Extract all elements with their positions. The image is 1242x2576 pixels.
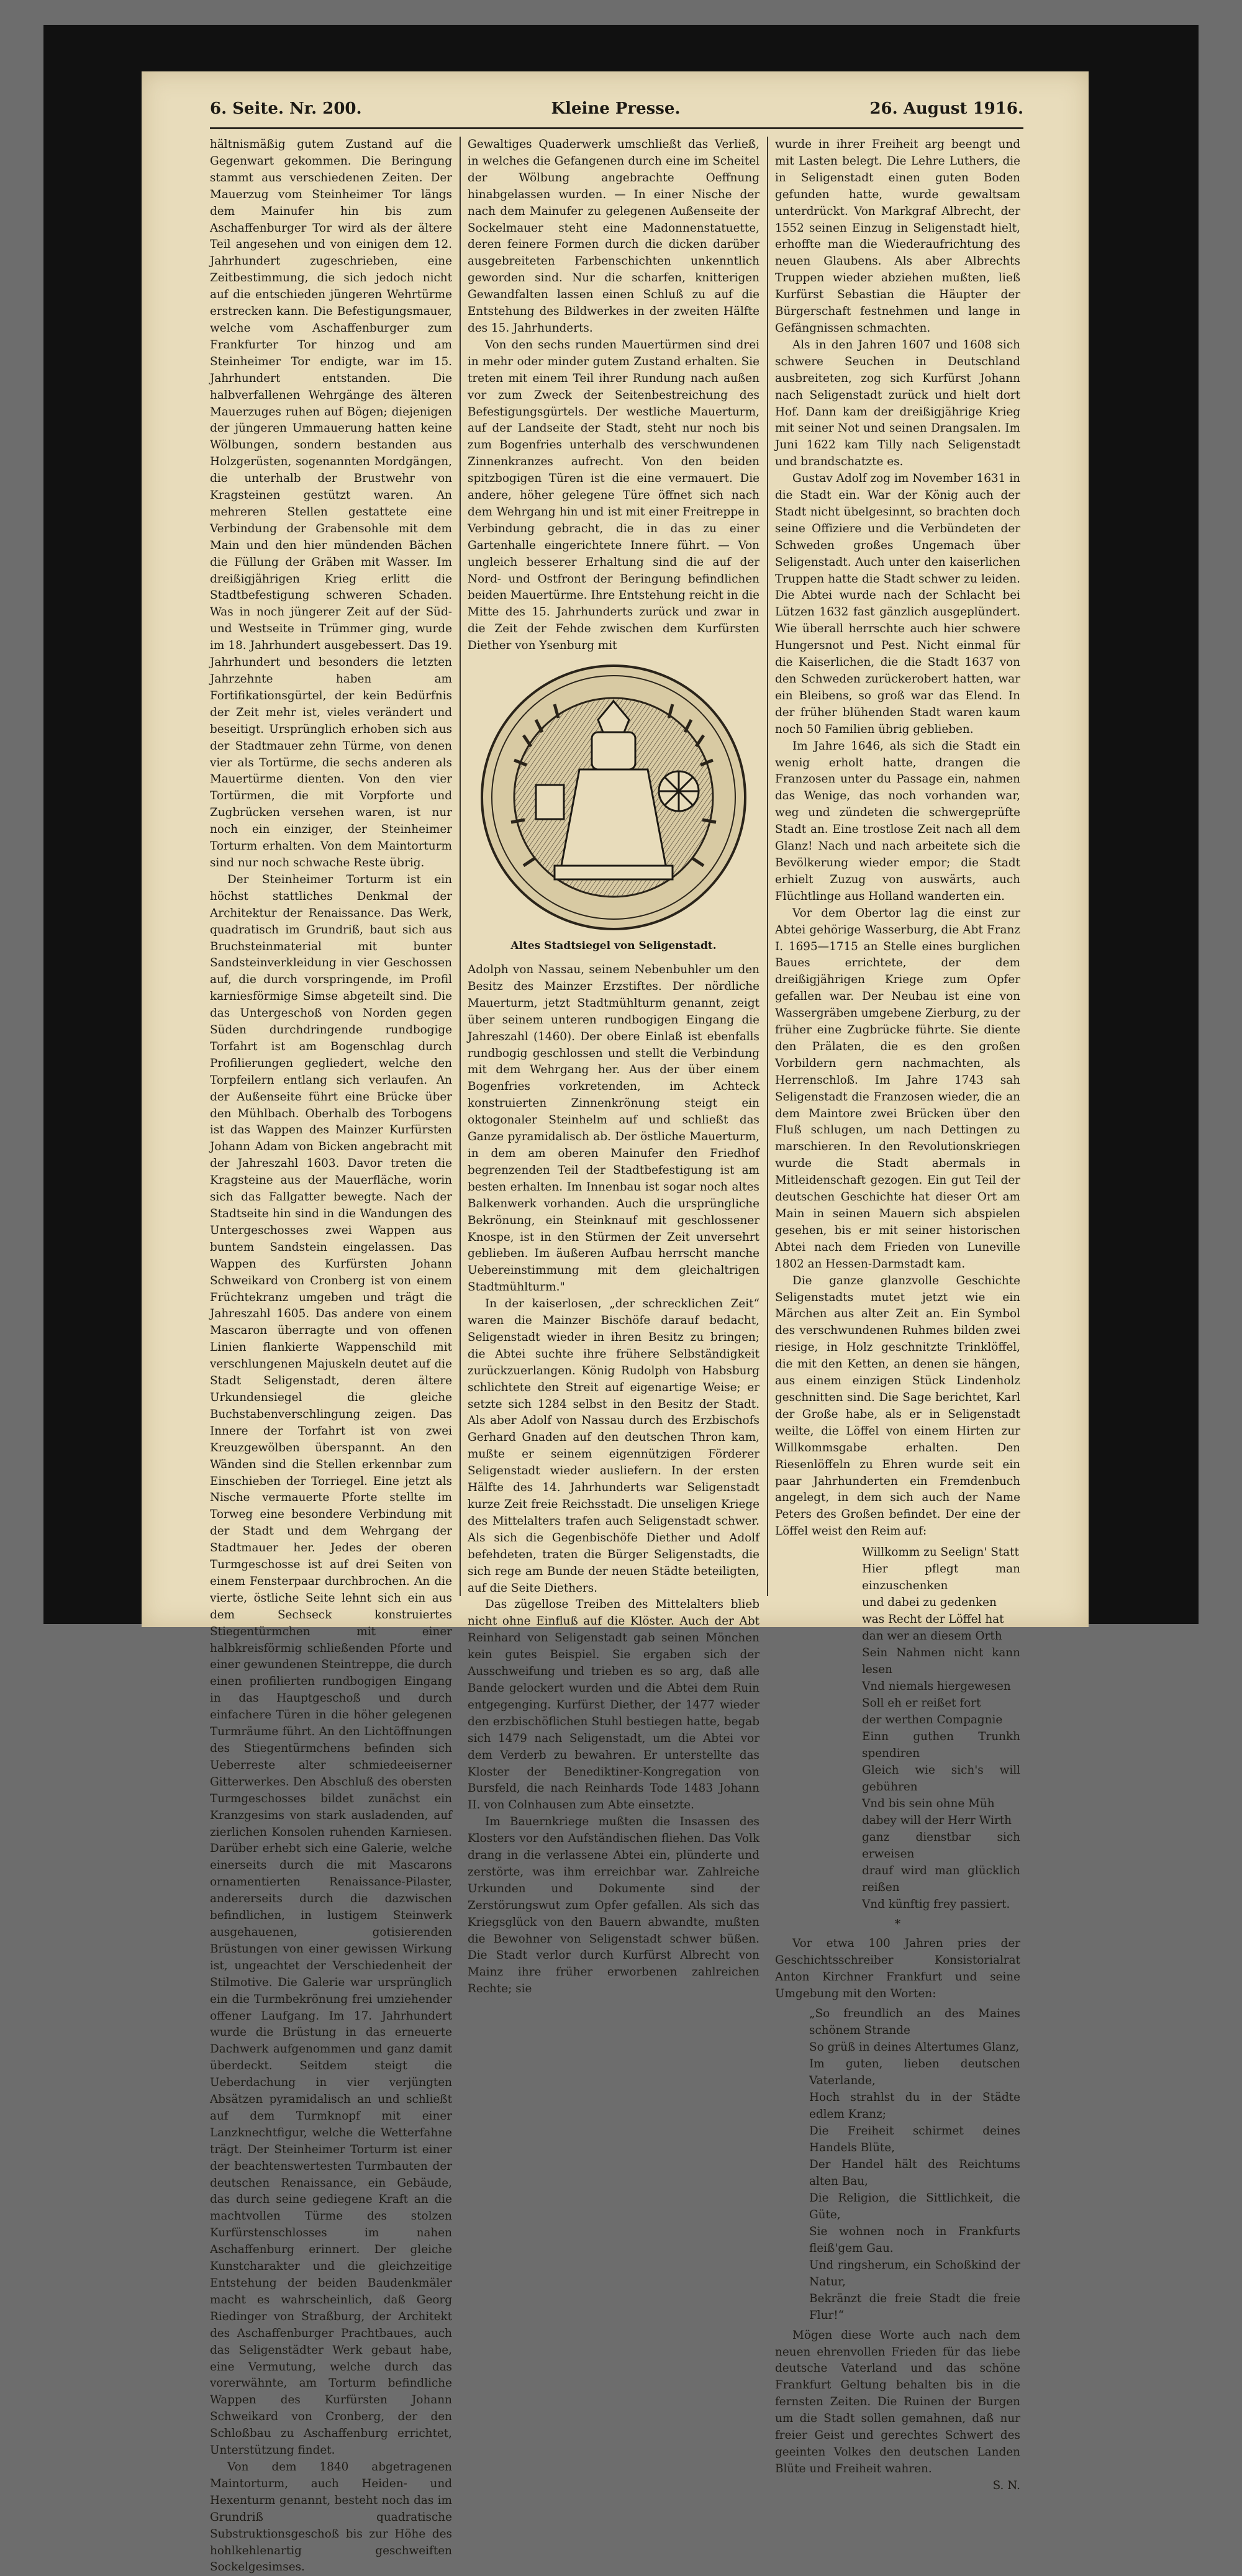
poem-line: Einn guthen Trunkh spendiren: [862, 1730, 1020, 1761]
poem-line: Sie wohnen noch in Frankfurts fleiß'gem Gau.: [809, 2225, 1020, 2255]
poem-line: Vnd niemals hiergewesen: [862, 1680, 1011, 1694]
paragraph: Vor etwa 100 Jahren pries der Geschichtsschreiber Konsistorialrat Anton Kirchner Frankfurt und seine Umgebung mit den Worten:: [775, 1937, 1020, 2000]
poem-line: der werthen Compagnie: [862, 1713, 1003, 1727]
poem-line: drauf wird man glücklich reißen: [862, 1864, 1020, 1895]
poem-line: Soll eh er reißet fort: [862, 1697, 981, 1710]
newspaper-page: [142, 71, 1089, 2574]
section-divider-star: *: [894, 1918, 901, 1931]
poem-line: Der Handel hält des Reichtums alten Bau,: [809, 2157, 1020, 2188]
paragraph: Gewaltiges Quaderwerk umschließt das Verließ, in welches die Gefangenen durch eine im Scheitel der Wölbung angebrachte Oeffnung hinabgelassen wurden. — In einer Nische der nach dem Mainufer zu gelegenen Außenseite der Sockelmauer steht eine Madonnenstatuette, deren feinere Formen durch die dicken darüber ausgebreiteten Farbenschichten unkenntlich geworden sind. Nur die scharfen, knitterigen Gewandfalten lassen einen Schluß zu auf die Entstehung des Bildwerkes in der zweiten Hälfte des 15. Jahrhunderts.: [468, 138, 759, 335]
poem-line: Vnd bis sein ohne Müh: [862, 1797, 995, 1811]
paragraph: Die ganze glanzvolle Geschichte Seligenstadts mutet jetzt wie ein Märchen aus alter Zeit an. Ein Symbol des verschwundenen Ruhmes bilden zwei riesige, in Holz geschnitzte Trinklöffel, die mit den Ketten, an denen sie hängen, aus einem einzigen Stück Lindenholz geschnitten sind. Die Sage berichtet, Karl der Große habe, als er in Seligenstadt weilte, die Löffel von einem Hirten zur Willkommsgabe erhalten. Den Riesenlöffeln zu Ehren wurde seit ein paar Jahrhunderten ein Fremdenbuch angelegt, in dem sich auch der Name Peters des Großen befindet. Der eine der Löffel weist den Reim auf:: [775, 1274, 1020, 1538]
paragraph: Von dem 1840 abgetragenen Maintorturm, auch Heiden- und Hexenturm genannt, besteht noch das im Grundriß quadratische Substruktionsgeschoß bis zur Höhe des hohlkehlenartig geschweiften Sockelgesimses.: [210, 2460, 452, 2574]
poem-line: Die Freiheit schirmet deines Handels Blüte,: [809, 2124, 1020, 2154]
paragraph: Im Bauernkriege mußten die Insassen des Klosters vor den Aufständischen fliehen. Das Volk drang in die verlassene Abtei ein, plünderte und zerstörte, was ihm erreichbar war. Zahlreiche Urkunden und Dokumente sind der Zerstörungswut zum Opfer gefallen. Als sich das Kriegsglück von den Bauern abwandte, mußten die Bewohner von Seligenstadt schwer büßen. Die Stadt verlor durch Kurfürst Albrecht von Mainz ihre früher erworbenen zahlreichen Rechte; sie: [468, 1815, 759, 1996]
paragraph: Von den sechs runden Mauertürmen sind drei in mehr oder minder gutem Zustand erhalten. Sie treten mit einem Teil ihrer Rundung nach außen vor zum Zweck der Seitenbestreichung des Befestigungsgürtels. Der westliche Mauerturm, auf der Landseite der Stadt, steht nur noch bis zum Bogenfries unterhalb des verschwundenen Zinnenkranzes aufrecht. Von den beiden spitzbogigen Türen ist die eine vermauert. Die andere, höher gelegene Türe öffnet sich nach dem Wehrgang hin und ist mit einer Freitreppe in Verbindung gebracht, die in das zu einer Gartenhalle eingerichtete Innere führt. — Von ungleich besserer Erhaltung sind die auf der Nord- und Ostfront der Beringung befindlichen beiden Mauertürme. Ihre Entstehung reicht in die Mitte des 15. Jahrhunderts zurück und zwar in die Zeit der Fehde zwischen dem Kurfürsten Diether von Ysenburg mit: [468, 338, 759, 653]
column-3: [775, 137, 1020, 2492]
poem-line: Hier pflegt man einzuschenken: [862, 1562, 1020, 1593]
poem-line: Sein Nahmen nicht kann lesen: [862, 1646, 1020, 1677]
poem-line: Und ringsherum, ein Schoßkind der Natur,: [809, 2258, 1020, 2288]
seal-caption: Altes Stadtsiegel von Seligenstadt.: [510, 940, 717, 953]
paragraph: In der kaiserlosen, „der schrecklichen Zeit“ waren die Mainzer Bischöfe darauf bedacht, Seligenstadt wieder in ihren Besitz zu bringen; die Abtei suchte ihre frühere Selbständigkeit zurückzuerlangen. König Rudolph von Habsburg schlichtete den Streit auf eigenartige Weise; er setzte sich 1284 selbst in den Besitz der Stadt. Als aber Adolf von Nassau durch des Erzbischofs Gerhard Gnaden auf den deutschen Thron kam, mußte er seinem eigennützigen Förderer Seligenstadt wieder ausliefern. In der ersten Hälfte des 14. Jahrhunderts war Seligenstadt kurze Zeit freie Reichsstadt. Die unseligen Kriege des Mittelalters trafen auch Seligenstadt schwer. Als sich die Gegenbischöfe Diether und Adolf befehdeten, traten die Bürger Seligenstadts, die sich rege am Bunde der neuen Städte beteiligten, auf die Seite Diethers.: [468, 1297, 759, 1595]
paragraph: Der Steinheimer Torturm ist ein höchst stattliches Denkmal der Architektur der Renaissance. Das Werk, quadratisch im Grundriß, baut sich aus Bruchsteinmaterial mit bunter Sandsteinverkleidung in vier Geschossen auf, die durch vorspringende, im Profil karniesförmige Simse abgeteilt sind. Die das Untergeschoß von Norden gegen Süden durchdringende rundbogige Torfahrt ist am Bogenschlag durch Profilierungen gegliedert, welche den Torpfeilern entlang sich verlaufen. An der Außenseite führt eine Brücke über den Mühlbach. Oberhalb des Torbogens ist das Wappen des Mainzer Kurfürsten Johann Adam von Bicken angebracht mit der Jahreszahl 1603. Davor treten die Kragsteine aus der Mauerfläche, worin sich das Fallgatter bewegte. Nach der Stadtseite hin sind in die Wandungen des Untergeschosses zwei Wappen aus buntem Sandstein eingelassen. Das Wappen des Kurfürsten Johann Schweikard von Cronberg ist von einem Früchtekranz umgeben und trägt die Jahreszahl 1605. Das andere von einem Mascaron überragte und von offenen Linien flankierte Wappenschild mit verschlungenen Majuskeln deutet auf die Stadt Seligenstadt, deren ältere Urkundensiegel die gleiche Buchstabenverschlingung zeigen. Das Innere der Torfahrt ist von zwei Kreuzgewölben überspannt. An den Wänden sind die Stellen erkennbar zum Einschieben der Torriegel. Eine jetzt als Nische vermauerte Pforte stellte im Torweg eine besondere Verbindung mit der Stadt und dem Wehrgang der Stadtmauer her. Jedes der oberen Turmgeschosse ist auf drei Seiten von einem Fensterpaar durchbrochen. An die vierte, östliche Seite lehnt sich ein aus dem Sechseck konstruiertes Stiegentürmchen mit einer halbkreisförmig schließenden Pforte und einer gewundenen Steintreppe, die durch einen profilierten rundbogigen Eingang in das Hauptgeschoß und durch einfachere Türen in die höher gelegenen Turmräume führt. An den Lichtöffnungen des Stiegentürmchens befinden sich Ueberreste alter schmiedeeiserner Gitterwerkes. Den Abschluß des obersten Turmgeschosses bildet zunächst ein Kranzgesims von stark ausladenden, auf zierlichen Konsolen ruhenden Karniesen. Darüber erhebt sich eine Galerie, welche einerseits durch die mit Mascarons ornamentierten Renaissance-Pilaster, andererseits durch die dazwischen befindlichen, in lustigem Steinwerk ausgehauenen, gotisierenden Brüstungen von einer gewissen Wirkung ist, ungeachtet der Verschiedenheit der Stilmotive. Die Galerie war ursprünglich ein die Turmbekrönung frei umziehender offener Laufgang. Im 17. Jahrhundert wurde die Brüstung in das erneuerte Dachwerk aufgenommen und ganz damit überdeckt. Seitdem steigt die Ueberdachung in vier verjüngten Absätzen pyramidalisch an und schließt auf dem Turmknopf mit einer Lanzknechtfigur, welche die Wetterfahne trägt. Der Steinheimer Torturm ist einer der beachtenswertesten Turmbauten der deutschen Renaissance, ein Gebäude, das durch seine gediegene Kraft an die machtvollen Türme des stolzen Kurfürstenschlosses im nahen Aschaffenburg erinnert. Der gleiche Kunstcharakter und die gleichzeitige Entstehung der beiden Baudenkmäler macht es wahrscheinlich, daß Georg Riedinger von Straßburg, der Architekt des Aschaffenburger Prachtbaues, auch das Seligenstädter Werk gebaut habe, eine Vermutung, welche durch das vorerwähnte, am Torturm befindliche Wappen des Kurfürsten Johann Schweikard von Cronberg, der den Schloßbau zu Aschaffenburg errichtet, Unterstützung findet.: [210, 873, 453, 2457]
column-1: [210, 137, 453, 2574]
paragraph: Im Jahre 1646, als sich die Stadt ein wenig erholt hatte, drangen die Franzosen unter du Passage ein, nahmen das Wenige, das noch vorhanden war, weg und zündeten die schwergeprüfte Stadt an. Eine trostlose Zeit nach all dem Glanz! Nach und nach arbeitete sich die Bevölkerung wieder empor; die Stadt erhielt Zuzug von auswärts, auch Flüchtlinge aus Holland wanderten ein.: [775, 739, 1020, 903]
poem-line: Vnd künftig frey passiert.: [862, 1898, 1010, 1912]
poem-line: Willkomm zu Seelign' Statt: [862, 1546, 1019, 1559]
column-rule-2: [767, 137, 768, 1596]
paragraph: Als in den Jahren 1607 und 1608 sich schwere Seuchen in Deutschland ausbreiteten, zog sich Kurfürst Johann nach Seligenstadt zurück und hielt dort Hof. Dann kam der dreißigjährige Krieg mit seiner Not und seinen Drangsalen. Im Juni 1622 kam Tilly nach Seligenstadt und brandschatzte es.: [775, 338, 1020, 469]
paragraph: Das zügellose Treiben des Mittelalters blieb nicht ohne Einfluß auf die Klöster. Auch der Abt Reinhard von Seligenstadt gab seinen Mönchen kein gutes Beispiel. Sie ergaben sich der Ausschweifung und trieben es so arg, daß alle Bande gelockert wurden und die Abtei dem Ruin entgegenging. Kurfürst Diether, der 1477 wieder den erzbischöflichen Stuhl bestiegen hatte, begab sich 1479 nach Seligenstadt, um die Abtei vor dem Verderb zu bewahren. Er unterstellte das Kloster der Benediktiner-Kongregation von Bursfeld, die nach Reinhards Tode 1483 Johann II. von Colnhausen zum Abte einsetzte.: [468, 1598, 759, 1812]
paragraph: wurde in ihrer Freiheit arg beengt und mit Lasten belegt. Die Lehre Luthers, die in Seligenstadt einen guten Boden gefunden hatte, wurde gewaltsam unterdrückt. Von Markgraf Albrecht, der 1552 seinen Einzug in Seligenstadt hielt, erhoffte man die Wiederaufrichtung des neuen Glaubens. Als aber Albrechts Truppen wieder abziehen mußten, ließ Kurfürst Sebastian die Häupter der Bürgerschaft festnehmen und lange in Gefängnissen schmachten.: [775, 138, 1020, 335]
poem-line: dan wer an diesem Orth: [862, 1630, 1002, 1643]
author-signature: S. N.: [992, 2478, 1020, 2492]
column-rule-1: [460, 137, 461, 1596]
poem-line: Gleich wie sich's will gebühren: [862, 1764, 1020, 1794]
poem-line: Die Religion, die Sittlichkeit, die Güte,: [809, 2191, 1020, 2221]
header-date: 26. August 1916.: [869, 99, 1023, 118]
paragraph: Mögen diese Worte auch nach dem neuen ehrenvollen Frieden für das liebe deutsche Vaterland und das schöne Frankfurt Geltung behalten bis in die fernsten Zeiten. Die Ruinen der Burgen um die Stadt sollen gemahnen, daß nur freier Geist und gerechtes Schwert des geeinten Volkes den deutschen Landen Blüte und Freiheit wahren.: [775, 2328, 1020, 2475]
poem-line: So grüß in deines Altertumes Glanz,: [809, 2040, 1020, 2054]
poem-line: was Recht der Löffel hat: [862, 1613, 1004, 1626]
poem-line: dabey will der Herr Wirth: [862, 1814, 1012, 1828]
header-masthead: Kleine Presse.: [551, 99, 681, 118]
poem-line: Im guten, lieben deutschen Vaterlande,: [809, 2057, 1020, 2087]
column-2: [468, 137, 759, 1996]
paragraph: hältnismäßig gutem Zustand auf die Gegenwart gekommen. Die Beringung stammt aus verschiedenen Zeiten. Der Mauerzug vom Steinheimer Tor längs dem Mainufer hin bis zum Aschaffenburger Tor wird als der ältere Teil angesehen und von einigen dem 12. Jahrhundert zugeschrieben, eine Zeitbestimmung, die sich jedoch nicht auf die entschieden jüngeren Wehrtürme erstrecken kann. Die Befestigungsmauer, welche vom Aschaffenburger zum Frankfurter Tor hinzog und am Steinheimer Tor endigte, war im 15. Jahrhundert entstanden. Die halbverfallenen Wehrgänge des älteren Mauerzuges ruhen auf Bögen; diejenigen der jüngeren Ummauerung hatten keine Wölbungen, sondern bestanden aus Holzgerüsten, sogenannten Mordgängen, die unterhalb der Brustwehr von Kragsteinen gestützt waren. An mehreren Stellen gestattete eine Verbindung der Grabensohle mit dem Main und den hier mündenden Bächen die Füllung der Gräben mit Wasser. Im dreißigjährigen Krieg erlitt die Stadtbefestigung schweren Schaden. Was in noch jüngerer Zeit auf der Süd- und Westseite in Trümmer ging, wurde im 18. Jahrhundert ausgebessert. Das 19. Jahrhundert und besonders die letzten Jahrzehnte haben am Fortifikationsgürtel, der kein Bedürfnis der Zeit mehr ist, vieles verändert und beseitigt. Ursprünglich erhoben sich aus der Stadtmauer zehn Türme, von denen vier als Tortürme, die sechs anderen als Mauertürme dienten. Von den vier Tortürmen, die mit Vorpforte und Zugbrücken versehen waren, ist nur noch ein einziger, der Steinheimer Torturm erhalten. Von dem Maintorturm sind nur noch schwache Reste übrig.: [210, 138, 452, 869]
page-header: [210, 90, 1023, 129]
frankfurt-poem: [809, 2005, 1020, 2324]
poem-line: ganz dienstbar sich erweisen: [862, 1831, 1020, 1861]
header-page-number: 6. Seite. Nr. 200.: [210, 99, 362, 118]
poem-line: und dabei zu gedenken: [862, 1596, 997, 1610]
spoon-poem: [862, 1544, 1020, 1913]
seal-illustration: [468, 661, 759, 934]
poem-line: Bekränzt die freie Stadt die freie Flur!“: [809, 2292, 1020, 2322]
paragraph: Vor dem Obertor lag die einst zur Abtei gehörige Wasserburg, die Abt Franz I. 1695—1715 an Stelle eines burglichen Baues errichtete, der dem dreißigjährigen Kriege zum Opfer gefallen war. Der Neubau ist eine von Wassergräben umgebene Zierburg, zu der früher eine Zugbrücke führte. Sie diente den Prälaten, die es den großen Vorbildern gern nachmachten, als Herrenschloß. Im Jahre 1743 sah Seligenstadt die Franzosen wieder, die an dem Maintore zwei Brücken über den Fluß schlugen, um nach Dettingen zu marschieren. In den Revolutionskriegen wurde die Stadt abermals in Mitleidenschaft gezogen. Ein gut Teil der deutschen Geschichte hat dieser Ort am Main in seinen Mauern sich abspielen gesehen, bis er mit seiner historischen Abtei nach dem Frieden von Luneville 1802 an Hessen-Darmstadt kam.: [775, 906, 1020, 1271]
poem-line: „So freundlich an des Maines schönem Strande: [809, 2007, 1020, 2037]
paragraph: Gustav Adolf zog im November 1631 in die Stadt ein. War der König auch der Stadt nicht übelgesinnt, so brachten doch seine Offiziere und die Verbündeten der Schweden großes Ungemach über Seligenstadt. Auch unter den kaiserlichen Truppen hatte die Stadt schwer zu leiden. Die Abtei wurde nach der Schlacht bei Lützen 1632 fast gänzlich ausgeplündert. Wie überall herrschte auch hier schwere Hungersnot und Pest. Nicht einmal für die Kaiserlichen, die die Stadt 1637 von den Schweden zurückerobert hatten, war ein Bleibens, so groß war das Elend. In der früher blühenden Stadt waren kaum noch 50 Familien übrig geblieben.: [775, 472, 1020, 736]
poem-line: Hoch strahlst du in der Städte edlem Kranz;: [809, 2090, 1020, 2121]
paragraph: Adolph von Nassau, seinem Nebenbuhler um den Besitz des Mainzer Erzstiftes. Der nördliche Mauerturm, jetzt Stadtmühlturm genannt, zeigt über seinem unteren rundbogigen Eingang die Jahreszahl (1460). Der obere Einlaß ist ebenfalls rundbogig geschlossen und stellt die Verbindung mit dem Wehrgang her. Aus der über einem Bogenfries vorkretenden, im Achteck konstruierten Zinnenkrönung steigt ein oktogonaler Steinhelm auf und schließt das Ganze pyramidalisch ab. Der östliche Mauerturm, in dem am oberen Mainufer den Friedhof begrenzenden Teil der Stadtbefestigung ist am besten erhalten. Im Innenbau ist sogar noch altes Balkenwerk vorhanden. Auch die ursprüngliche Bekrönung, ein Steinknauf mit geschlossener Knospe, ist in den Stürmen der Zeit unversehrt geblieben. Im äußeren Aufbau herrscht manche Uebereinstimmung mit dem gleichaltrigen Stadtmühlturm.": [468, 963, 759, 1294]
